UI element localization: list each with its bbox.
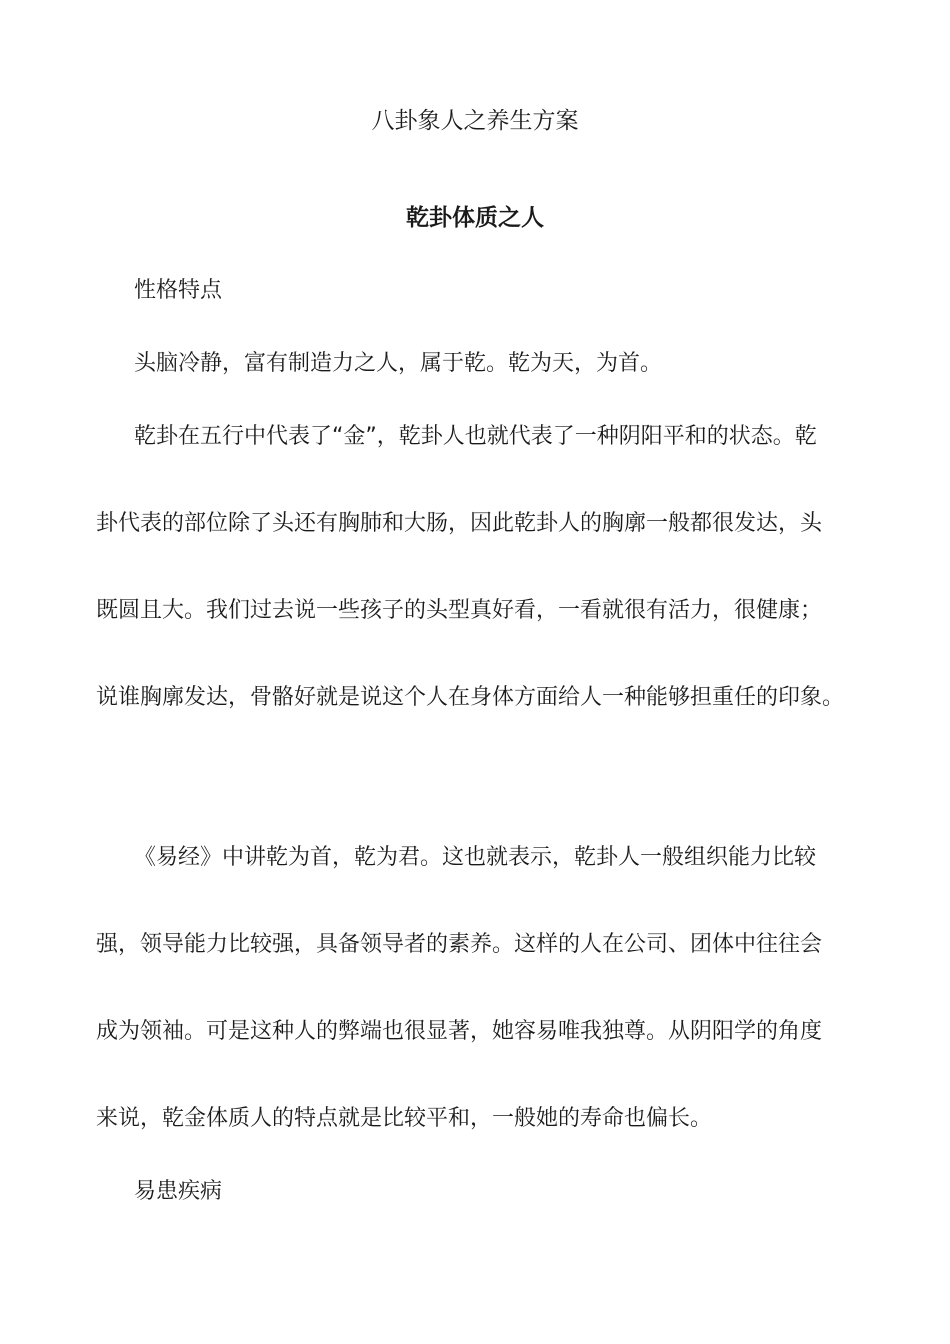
paragraph-3-line: 《易经》中讲乾为首，乾为君。这也就表示，乾卦人一般组织能力比较 bbox=[134, 845, 817, 870]
section-heading: 乾卦体质之人 bbox=[406, 205, 544, 231]
document-title: 八卦象人之养生方案 bbox=[371, 108, 579, 134]
paragraph-3-line: 成为领袖。可是这种人的弊端也很显著，她容易唯我独尊。从阴阳学的角度 bbox=[96, 1019, 823, 1044]
subheading-disease: 易患疾病 bbox=[134, 1179, 223, 1204]
paragraph-2-line: 既圆且大。我们过去说一些孩子的头型真好看，一看就很有活力，很健康； bbox=[96, 598, 823, 623]
paragraph-3-line: 来说，乾金体质人的特点就是比较平和，一般她的寿命也偏长。 bbox=[96, 1106, 713, 1131]
paragraph-2-line: 卦代表的部位除了头还有胸肺和大肠，因此乾卦人的胸廓一般都很发达，头 bbox=[96, 511, 823, 536]
paragraph-2-line: 乾卦在五行中代表了“金”，乾卦人也就代表了一种阴阳平和的状态。乾 bbox=[134, 424, 817, 449]
paragraph-1: 头脑冷静，富有制造力之人，属于乾。乾为天，为首。 bbox=[134, 351, 663, 376]
paragraph-2-line: 说谁胸廓发达，骨骼好就是说这个人在身体方面给人一种能够担重任的印象。 bbox=[96, 685, 845, 710]
subheading-personality: 性格特点 bbox=[134, 278, 223, 303]
paragraph-3-line: 强，领导能力比较强，具备领导者的素养。这样的人在公司、团体中往往会 bbox=[96, 932, 823, 957]
